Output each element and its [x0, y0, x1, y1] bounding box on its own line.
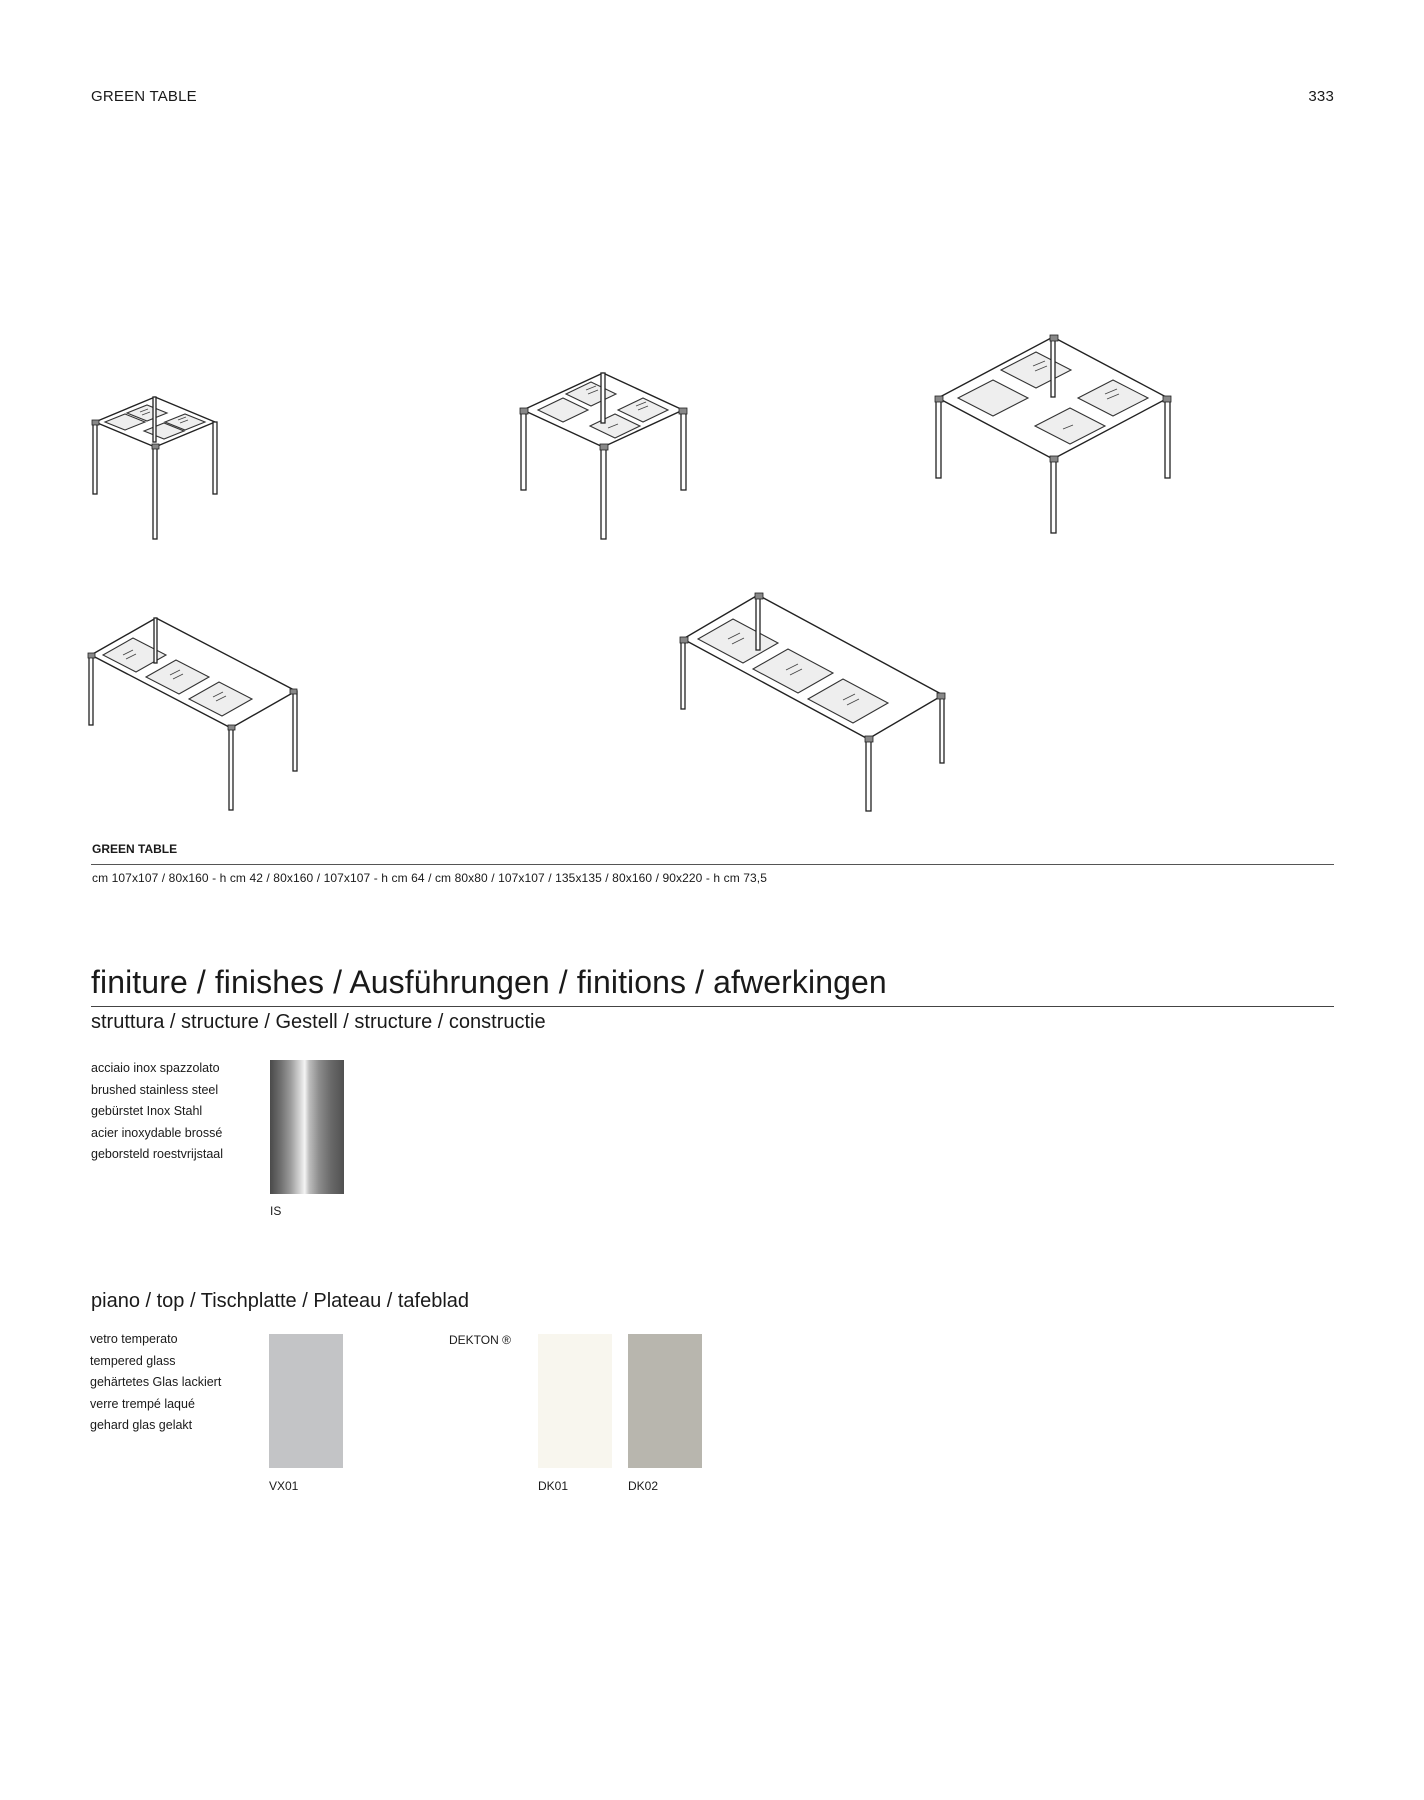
- swatch-code-dk01: DK01: [538, 1479, 569, 1493]
- running-title: GREEN TABLE: [91, 88, 197, 105]
- swatch-vx01[interactable]: [269, 1334, 343, 1468]
- swatch-dk02[interactable]: [628, 1334, 702, 1468]
- desc-line: verre trempé laqué: [90, 1396, 195, 1411]
- desc-line: vetro temperato: [90, 1332, 178, 1346]
- desc-line: tempered glass: [90, 1353, 176, 1368]
- desc-line: acciaio inox spazzolato: [91, 1061, 220, 1075]
- swatch-is[interactable]: [270, 1060, 344, 1194]
- top-heading: piano / top / Tischplatte / Plateau / tafeblad: [91, 1290, 470, 1312]
- desc-line: brushed stainless steel: [91, 1082, 219, 1097]
- swatch-code-vx01: VX01: [269, 1479, 299, 1493]
- dekton-label: DEKTON ®: [449, 1333, 511, 1347]
- finishes-heading: finiture / finishes / Ausführungen / finitions / afwerkingen: [91, 964, 887, 1000]
- structure-description: [91, 1058, 223, 1166]
- product-title: GREEN TABLE: [92, 842, 178, 856]
- table-drawing-107x107-mid: [518, 368, 694, 543]
- desc-line: acier inoxydable brossé: [91, 1125, 223, 1140]
- product-dimensions: cm 107x107 / 80x160 - h cm 42 / 80x160 / 107x107 - h cm 64 / cm 80x80 / 107x107 / 135x135 / 80x160 / 90x220 - h cm 73,5: [92, 871, 767, 885]
- table-drawing-135x135: [933, 332, 1173, 537]
- page-number: 333: [1308, 88, 1334, 105]
- table-drawing-90x220: [678, 590, 948, 815]
- table-drawing-80x160: [88, 613, 298, 813]
- swatch-dk01[interactable]: [538, 1334, 612, 1468]
- table-drawing-107x107-low: [90, 392, 230, 542]
- table-illustrations: [80, 300, 1340, 820]
- structure-heading: struttura / structure / Gestell / structure / constructie: [91, 1011, 546, 1033]
- swatch-code-is: IS: [270, 1204, 282, 1218]
- desc-line: gebürstet Inox Stahl: [91, 1104, 203, 1118]
- divider: [91, 1006, 1334, 1007]
- swatch-code-dk02: DK02: [628, 1479, 659, 1493]
- top-description: [90, 1329, 221, 1437]
- divider: [91, 864, 1334, 865]
- desc-line: gehard glas gelakt: [90, 1418, 193, 1432]
- desc-line: geborsteld roestvrijstaal: [91, 1147, 224, 1161]
- desc-line: gehärtetes Glas lackiert: [90, 1375, 222, 1389]
